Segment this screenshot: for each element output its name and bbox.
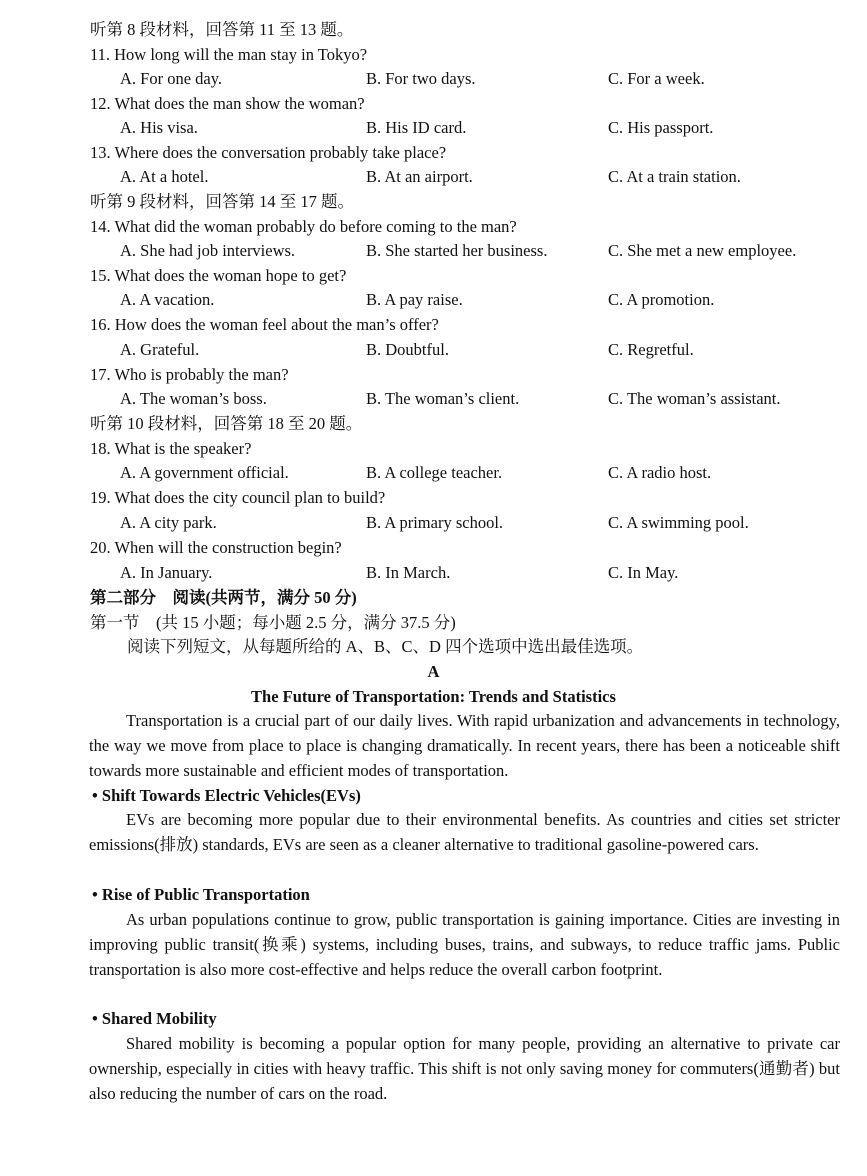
option-a: A. For one day. — [120, 69, 223, 88]
question-stem: 20. When will the construction begin? — [90, 538, 342, 557]
option-c: C. Regretful. — [608, 340, 694, 359]
section-body — [89, 908, 840, 982]
section-heading: • Shared Mobility — [92, 1009, 217, 1028]
option-b: B. For two days. — [366, 69, 476, 88]
reading-instruction: 阅读下列短文，从每题所给的 A、B、C、D 四个选项中选出最佳选项。 — [127, 637, 644, 656]
section-heading: • Shift Towards Electric Vehicles(EVs) — [92, 786, 361, 805]
question-options — [0, 116, 867, 140]
question-options — [0, 165, 867, 189]
question-options — [0, 288, 867, 312]
option-c: C. A radio host. — [608, 463, 712, 482]
section-body — [89, 808, 840, 858]
option-b: B. In March. — [366, 563, 451, 582]
option-b: B. A primary school. — [366, 513, 504, 532]
question-options — [0, 338, 867, 362]
question-options — [0, 387, 867, 411]
option-a: A. His visa. — [120, 118, 198, 137]
section-heading: • Rise of Public Transportation — [92, 885, 310, 904]
part2-title: 第二部分 阅读(共两节，满分 50 分) — [90, 588, 357, 607]
option-b: B. Doubtful. — [366, 340, 449, 359]
option-c: C. A swimming pool. — [608, 513, 749, 532]
question-stem: 16. How does the woman feel about the man’s offer? — [90, 315, 439, 334]
option-b: B. A pay raise. — [366, 290, 463, 309]
option-b: B. She started her business. — [366, 241, 548, 260]
listening-header: 听第 10 段材料，回答第 18 至 20 题。 — [90, 414, 363, 433]
question-options — [0, 511, 867, 535]
option-b: B. His ID card. — [366, 118, 467, 137]
paragraph-text: As urban populations continue to grow, public transportation is gaining importance. Cities are investing in improving public transit(换乘) systems, including buses, trains, and subways, to reduce traffic jams. Public transportation is also more cost-effective and helps reduce the overall carbon footprint. — [89, 910, 840, 979]
option-b: B. The woman’s client. — [366, 389, 520, 408]
section-body — [89, 1032, 840, 1106]
option-a: A. A government official. — [120, 463, 289, 482]
option-c: C. His passport. — [608, 118, 714, 137]
question-stem: 17. Who is probably the man? — [90, 365, 289, 384]
option-a: A. At a hotel. — [120, 167, 209, 186]
section1-header: 第一节 (共 15 小题；每小题 2.5 分，满分 37.5 分) — [90, 613, 456, 632]
question-stem: 12. What does the man show the woman? — [90, 94, 365, 113]
option-c: C. She met a new employee. — [608, 241, 797, 260]
option-c: C. A promotion. — [608, 290, 715, 309]
question-options — [0, 67, 867, 91]
option-a: A. In January. — [120, 563, 213, 582]
question-stem: 15. What does the woman hope to get? — [90, 266, 347, 285]
option-c: C. For a week. — [608, 69, 705, 88]
question-options — [0, 561, 867, 585]
question-stem: 18. What is the speaker? — [90, 439, 252, 458]
option-b: B. At an airport. — [366, 167, 473, 186]
option-a: A. A vacation. — [120, 290, 215, 309]
question-stem: 14. What did the woman probably do before coming to the man? — [90, 217, 517, 236]
question-stem: 19. What does the city council plan to build? — [90, 488, 386, 507]
paragraph-text: Transportation is a crucial part of our daily lives. With rapid urbanization and advancements in technology, the way we move from place to place is changing dramatically. In recent years, there has been a noticeable shift towards more sustainable and efficient modes of transportation. — [89, 711, 840, 780]
option-a: A. A city park. — [120, 513, 217, 532]
paragraph-text: Shared mobility is becoming a popular option for many people, providing an alternative to private car ownership, especially in cities with heavy traffic. This shift is not only saving money for commuters(通勤者) but also reducing the number of cars on the road. — [89, 1034, 840, 1103]
option-c: C. The woman’s assistant. — [608, 389, 781, 408]
question-options — [0, 461, 867, 485]
option-b: B. A college teacher. — [366, 463, 503, 482]
passage-title: The Future of Transportation: Trends and Statistics — [251, 687, 616, 706]
passage-letter: A — [427, 662, 440, 681]
option-a: A. She had job interviews. — [120, 241, 296, 260]
option-a: A. The woman’s boss. — [120, 389, 267, 408]
option-a: A. Grateful. — [120, 340, 200, 359]
question-options — [0, 239, 867, 263]
question-stem: 11. How long will the man stay in Tokyo? — [90, 45, 368, 64]
passage-intro — [89, 709, 840, 783]
option-c: C. At a train station. — [608, 167, 741, 186]
option-c: C. In May. — [608, 563, 679, 582]
question-stem: 13. Where does the conversation probably take place? — [90, 143, 447, 162]
listening-header: 听第 8 段材料，回答第 11 至 13 题。 — [90, 20, 354, 39]
paragraph-text: EVs are becoming more popular due to their environmental benefits. As countries and cities set stricter emissions(排放) standards, EVs are seen as a cleaner alternative to traditional gasoline-powered cars. — [89, 810, 840, 854]
listening-header: 听第 9 段材料，回答第 14 至 17 题。 — [90, 192, 354, 211]
